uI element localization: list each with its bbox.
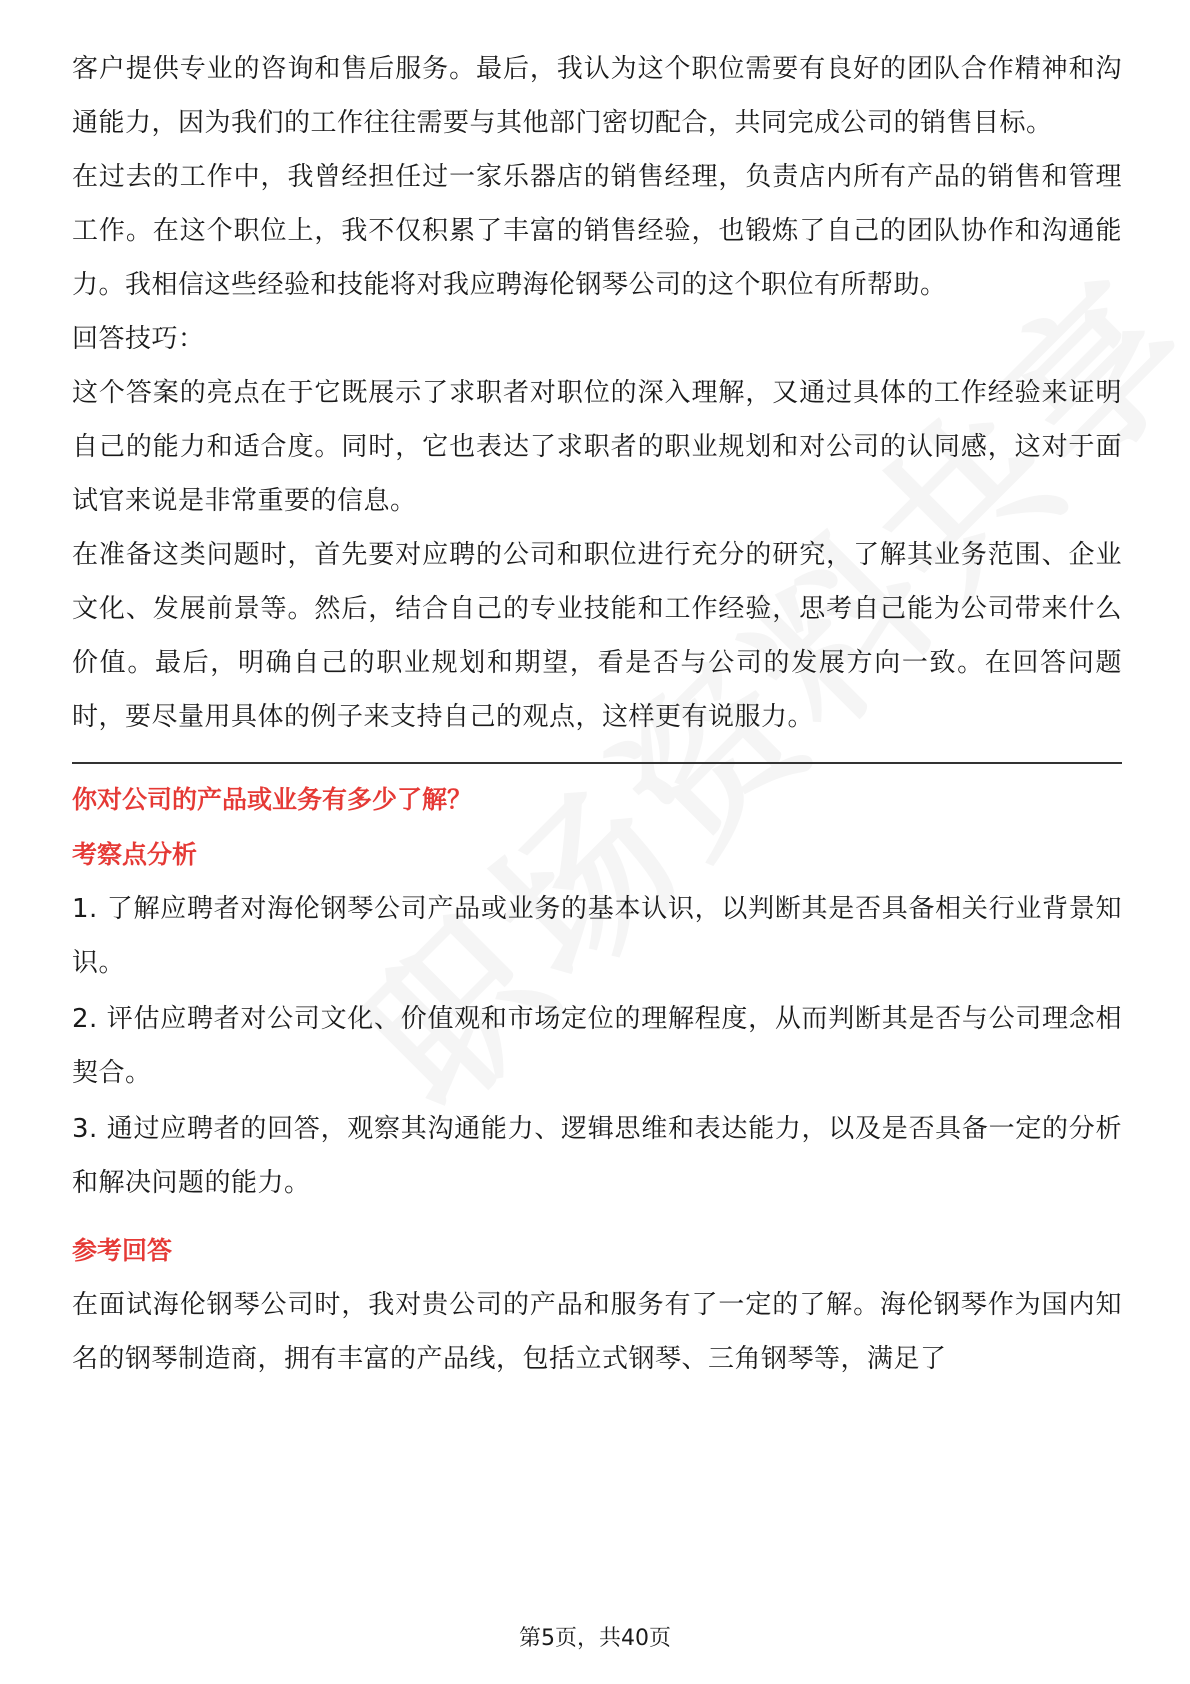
analysis-list (72, 882, 1122, 1210)
section-divider (72, 762, 1122, 764)
analysis-item: 2. 评估应聘者对公司文化、价值观和市场定位的理解程度，从而判断其是否与公司理念相契合。 (72, 1004, 1122, 1088)
page-number: 第5页，共40页 (519, 1626, 671, 1651)
question-title: 你对公司的产品或业务有多少了解？ (72, 785, 473, 814)
paragraph-answer-tips-label: 回答技巧： (72, 324, 205, 354)
analysis-heading: 考察点分析 (72, 840, 198, 869)
paragraph-answer-highlight: 这个答案的亮点在于它既展示了求职者对职位的深入理解，又通过具体的工作经验来证明自己的能力和适合度。同时，它也表达了求职者的职业规划和对公司的认同感，这对于面试官来说是非常重要的信息。 (72, 378, 1122, 516)
paragraph-service-teamwork: 客户提供专业的咨询和售后服务。最后，我认为这个职位需要有良好的团队合作精神和沟通能力，因为我们的工作往往需要与其他部门密切配合，共同完成公司的销售目标。 (72, 54, 1122, 138)
analysis-item: 3. 通过应聘者的回答，观察其沟通能力、逻辑思维和表达能力，以及是否具备一定的分析和解决问题的能力。 (72, 1114, 1122, 1198)
paragraph-past-experience: 在过去的工作中，我曾经担任过一家乐器店的销售经理，负责店内所有产品的销售和管理工作。在这个职位上，我不仅积累了丰富的销售经验，也锻炼了自己的团队协作和沟通能力。我相信这些经验和技能将对我应聘海伦钢琴公司的这个职位有所帮助。 (72, 162, 1122, 300)
page-content (72, 42, 1122, 1386)
paragraph-preparation-advice: 在准备这类问题时，首先要对应聘的公司和职位进行充分的研究，了解其业务范围、企业文化、发展前景等。然后，结合自己的专业技能和工作经验，思考自己能为公司带来什么价值。最后，明确自己的职业规划和期望，看是否与公司的发展方向一致。在回答问题时，要尽量用具体的例子来支持自己的观点，这样更有说服力。 (72, 540, 1122, 732)
answer-heading: 参考回答 (72, 1236, 173, 1265)
analysis-item: 1. 了解应聘者对海伦钢琴公司产品或业务的基本认识，以判断其是否具备相关行业背景知识。 (72, 894, 1122, 978)
answer-paragraph: 在面试海伦钢琴公司时，我对贵公司的产品和服务有了一定的了解。海伦钢琴作为国内知名的钢琴制造商，拥有丰富的产品线，包括立式钢琴、三角钢琴等，满足了 (72, 1290, 1122, 1374)
